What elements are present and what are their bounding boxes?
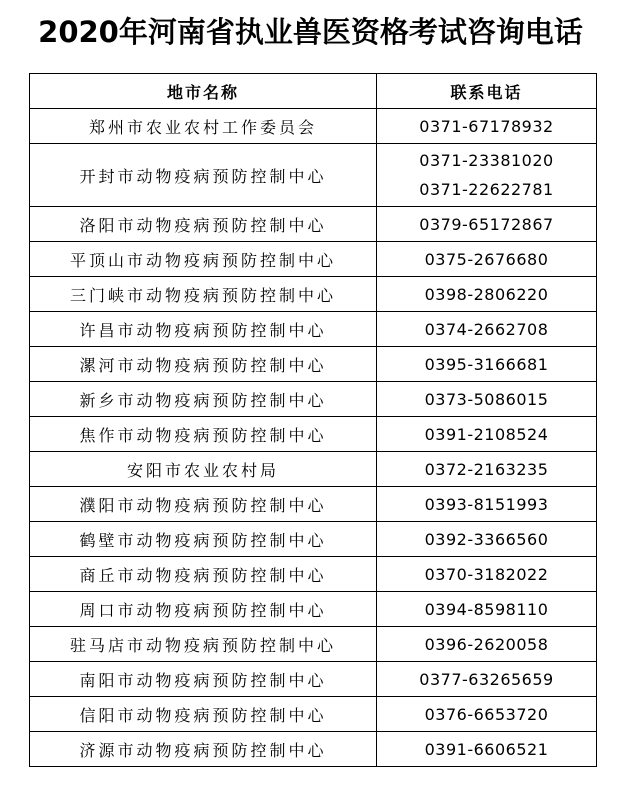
table-row: [30, 312, 597, 347]
table-row: [30, 697, 597, 732]
phone-cell: [377, 109, 597, 144]
city-name-cell: 周口市动物疫病预防控制中心: [30, 592, 377, 627]
header-city-name: 地市名称: [30, 74, 377, 109]
city-name-cell: 新乡市动物疫病预防控制中心: [30, 382, 377, 417]
phone-cell: [377, 557, 597, 592]
phone-cell: [377, 382, 597, 417]
phone-number: 0391-6606521: [424, 739, 549, 759]
phone-number: 0379-65172867: [419, 214, 554, 234]
table-row: [30, 522, 597, 557]
phone-cell: [377, 277, 597, 312]
table-body: [30, 109, 597, 767]
city-name-cell: 开封市动物疫病预防控制中心: [30, 144, 377, 207]
city-name-cell: 漯河市动物疫病预防控制中心: [30, 347, 377, 382]
phone-cell: [377, 242, 597, 277]
phone-cell: [377, 144, 597, 207]
table-row: [30, 347, 597, 382]
city-name-cell: 南阳市动物疫病预防控制中心: [30, 662, 377, 697]
table-row: [30, 732, 597, 767]
phone-cell: [377, 487, 597, 522]
table-row: [30, 382, 597, 417]
phone-cell: [377, 417, 597, 452]
phone-number: 0377-63265659: [419, 669, 554, 689]
table-row: [30, 242, 597, 277]
phone-number: 0393-8151993: [424, 494, 549, 514]
phone-number: 0395-3166681: [424, 354, 549, 374]
phone-number: 0396-2620058: [424, 634, 549, 654]
city-name-cell: 鹤壁市动物疫病预防控制中心: [30, 522, 377, 557]
phone-number: 0373-5086015: [424, 389, 549, 409]
table-header-row: [30, 74, 597, 109]
phone-number: 0374-2662708: [424, 319, 549, 339]
city-name-cell: 郑州市农业农村工作委员会: [30, 109, 377, 144]
phone-cell: [377, 662, 597, 697]
city-name-cell: 驻马店市动物疫病预防控制中心: [30, 627, 377, 662]
table-row: [30, 109, 597, 144]
table-row: [30, 557, 597, 592]
table-row: [30, 207, 597, 242]
table-row: [30, 277, 597, 312]
phone-number: 0398-2806220: [424, 284, 549, 304]
phone-number: 0371-23381020: [419, 151, 554, 170]
city-name-cell: 商丘市动物疫病预防控制中心: [30, 557, 377, 592]
phone-cell: [377, 732, 597, 767]
table-row: [30, 417, 597, 452]
phone-number: 0376-6653720: [424, 704, 549, 724]
phone-number: 0394-8598110: [424, 599, 549, 619]
phone-cell: [377, 522, 597, 557]
phone-number: 0370-3182022: [424, 564, 549, 584]
phone-number: 0371-22622781: [419, 180, 554, 199]
page-title: 2020年河南省执业兽医资格考试咨询电话: [38, 15, 583, 49]
phone-cell: [377, 592, 597, 627]
table-row: [30, 144, 597, 207]
phone-cell: [377, 347, 597, 382]
phone-cell: [377, 312, 597, 347]
city-name-cell: 焦作市动物疫病预防控制中心: [30, 417, 377, 452]
city-name-cell: 信阳市动物疫病预防控制中心: [30, 697, 377, 732]
phone-cell: [377, 207, 597, 242]
city-name-cell: 洛阳市动物疫病预防控制中心: [30, 207, 377, 242]
city-name-cell: 濮阳市动物疫病预防控制中心: [30, 487, 377, 522]
city-name-cell: 三门峡市动物疫病预防控制中心: [30, 277, 377, 312]
phone-cell: [377, 452, 597, 487]
table-row: [30, 627, 597, 662]
contacts-table: [29, 73, 597, 767]
city-name-cell: 许昌市动物疫病预防控制中心: [30, 312, 377, 347]
phone-cell: [377, 697, 597, 732]
phone-number: 0375-2676680: [424, 249, 549, 269]
table-row: [30, 662, 597, 697]
table-row: [30, 592, 597, 627]
phone-cell: [377, 627, 597, 662]
table-row: [30, 452, 597, 487]
header-phone: 联系电话: [377, 74, 597, 109]
table-row: [30, 487, 597, 522]
phone-number: 0372-2163235: [424, 459, 549, 479]
phone-number: 0392-3366560: [424, 529, 549, 549]
city-name-cell: 济源市动物疫病预防控制中心: [30, 732, 377, 767]
city-name-cell: 平顶山市动物疫病预防控制中心: [30, 242, 377, 277]
phone-number: 0371-67178932: [419, 116, 554, 136]
phone-number: 0391-2108524: [424, 424, 549, 444]
city-name-cell: 安阳市农业农村局: [30, 452, 377, 487]
